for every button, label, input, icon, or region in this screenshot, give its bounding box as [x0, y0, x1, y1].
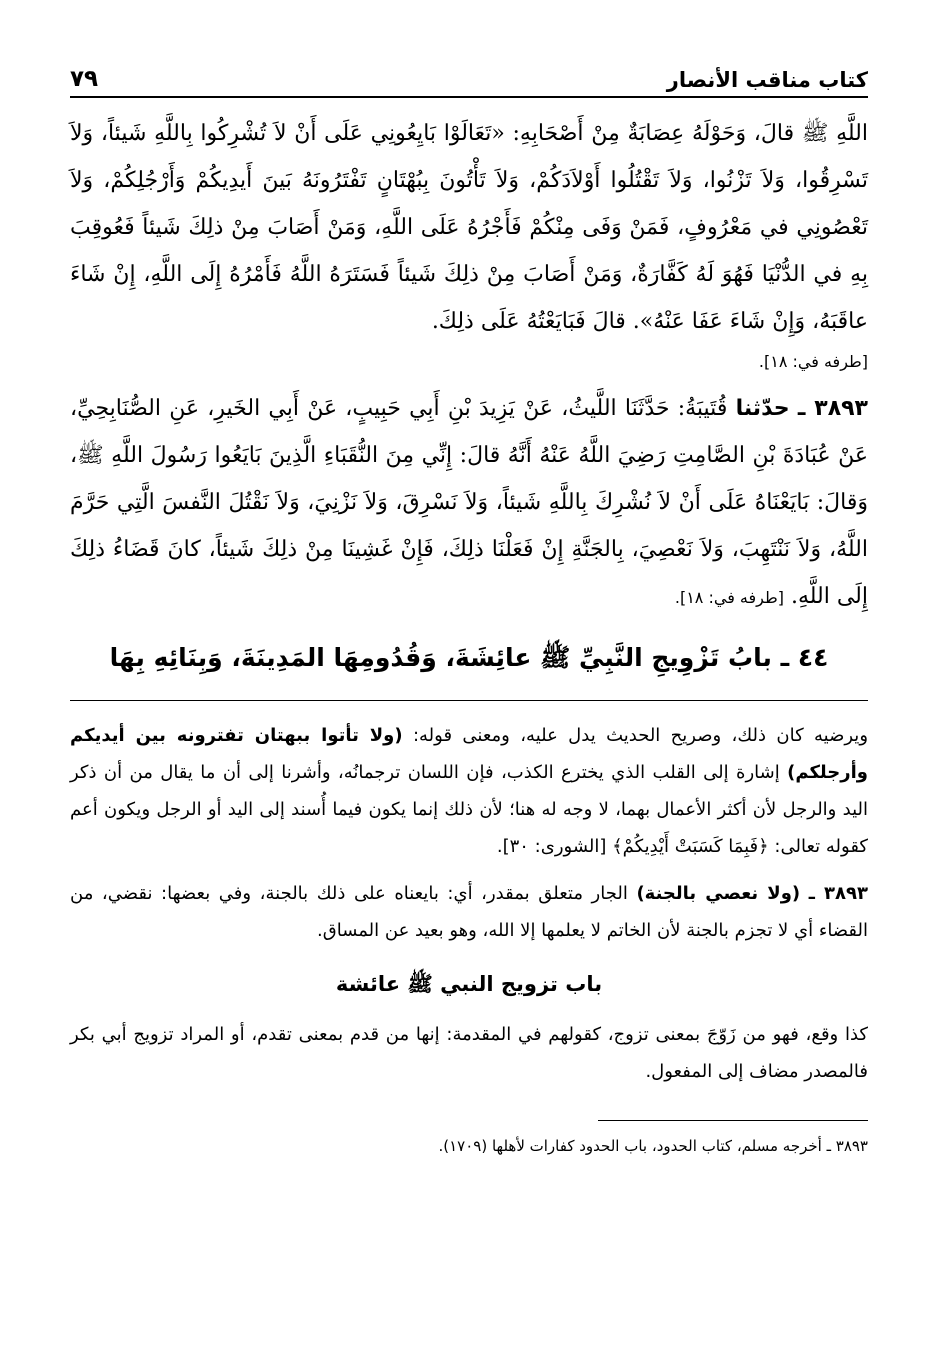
commentary-1-part1: ويرضيه كان ذلك، وصريح الحديث يدل عليه، ومعنى قوله: [402, 725, 869, 746]
commentary-paragraph-2 [70, 875, 868, 949]
commentary-1-part2: إشارة إلى القلب الذي يخترع الكذب، فإن اللسان ترجمانُه، وأشرنا إلى أن ما يقال من أن ذكر اليد والرجل لأن أكثر الأعمال بهما، لا وجه له هنا؛ لأن ذلك إنما يكون فيما أُسند إلى اليد أو الرجل ويكون أعم كقوله تعالى: ﴿فَبِمَا كَسَبَتْ أَيْدِيكُمْ﴾ [70, 762, 868, 857]
footnote-rule [598, 1120, 868, 1121]
sub-chapter-title: باب تزويج النبي ﷺ عائشة [335, 972, 603, 996]
commentary-1-quote: (ولا تأتوا ببهتان تفترونه بين أيديكم وأرجلكم) [70, 725, 868, 783]
footnote: ٣٨٩٣ ـ أخرجه مسلم، كتاب الحدود، باب الحدود كفارات لأهلها (١٧٠٩). [438, 1137, 868, 1155]
commentary-2-quote: (ولا نعصي بالجنة) [636, 883, 801, 904]
page-number: ٧٩ [70, 66, 99, 92]
header-rule [70, 96, 868, 98]
hadith-narration-intro: حدّثنا [735, 396, 790, 421]
running-head-title: كتاب مناقب الأنصار [666, 68, 868, 92]
hadith-3893 [70, 385, 868, 620]
hadith-3893-text: قُتَيبَةُ: حَدَّثَنَا اللَّيثُ، عَنْ يَزِيدَ بْنِ أَبِي حَبِيبٍ، عَنْ أَبِي الخَيرِ، عَنِ الصُّنَابِحِيِّ، عَنْ عُبَادَةَ بْنِ الصَّامِتِ رَضِيَ اللَّهُ عَنْهُ أَنَّهُ قالَ: إِنِّي مِنَ النُّقَبَاءِ الَّذِينَ بَايَعُوا رَسُولَ اللَّهِ ﷺ، وَقالَ: بَايَعْنَاهُ عَلَى أَنْ لاَ نُشْرِكَ بِاللَّهِ شَيئاً، وَلاَ نَسْرِقَ، وَلاَ نَزْنِيَ، وَلاَ نَقْتُلَ النَّفسَ الَّتِي حَرَّمَ اللَّهُ، وَلاَ نَنْتَهِبَ، وَلاَ نَعْصِيَ، بِالجَنَّةِ إِنْ فَعَلْنَا ذلِكَ، فَإِنْ غَشِينَا مِنْ ذلِكَ شَيئاً، كانَ قَضَاءُ ذلِكَ إِلَى اللَّهِ. [70, 396, 868, 609]
commentary-separator [70, 700, 868, 701]
commentary-1-reference: [الشورى: ٣٠]. [496, 836, 607, 857]
hadith-continuation-reference: [طرفه في: ١٨]. [758, 352, 868, 371]
commentary-3-text: كذا وقع، فهو من زَوّجَ بمعنى تزوج، كقولهم في المقدمة: إنها من قدم بمعنى تقدم، أو المراد تزويج أبي بكر فالمصدر مضاف إلى المفعول. [70, 1024, 868, 1082]
hadith-continuation [70, 110, 868, 345]
page-header [70, 50, 868, 92]
commentary-paragraph-1 [70, 717, 868, 865]
commentary-2-number: ٣٨٩٣ ـ [808, 883, 868, 904]
hadith-3893-reference: [طرفه في: ١٨]. [674, 588, 784, 607]
commentary-2-text: الجار متعلق بمقدر، أي: بايعناه على ذلك بالجنة، وفي بعضها: نقضي، من القضاء أي لا تجزم بالجنة لأن الخاتم لا يعلمها إلا الله، وهو بعيد عن المساق. [70, 883, 868, 941]
chapter-title: ٤٤ ـ بابُ تَزْوِيجِ النَّبِيِّ ﷺ عائِشَةَ، وَقُدُومِهَا المَدِينَةَ، وَبِنَائِهِ بِهَا [109, 643, 829, 672]
commentary-paragraph-3 [70, 1016, 868, 1090]
book-page [70, 50, 868, 1159]
hadith-continuation-text: اللَّهِ ﷺ قالَ، وَحَوْلَهُ عِصَابَةٌ مِنْ أَصْحَابِهِ: «تَعَالَوْا بَايِعُونِي عَلَى أَنْ لاَ تُشْرِكُوا بِاللَّهِ شَيئاً، وَلاَ تَسْرِقُوا، وَلاَ تَزْنُوا، وَلاَ تَقْتُلُوا أَوْلاَدَكُمْ، وَلاَ تَأْتُونَ بِبُهْتَانٍ تَفْتَرُونَهُ بَينَ أَيدِيكُمْ وَأَرْجُلِكُمْ، وَلاَ تَعْصُونِي في مَعْرُوفٍ، فَمَنْ وَفَى مِنْكُمْ فَأَجْرُهُ عَلَى اللَّهِ، وَمَنْ أَصَابَ مِنْ ذلِكَ شَيئاً فَعُوقِبَ بِهِ في الدُّنْيَا فَهُوَ لَهُ كَفَّارَةٌ، وَمَنْ أَصَابَ مِنْ ذلِكَ شَيئاً فَسَتَرَهُ اللَّهُ فَأَمْرُهُ إِلَى اللَّهِ، إِنْ شَاءَ عاقَبَهُ، وَإِنْ شَاءَ عَفَا عَنْهُ». قالَ فَبَايَعْتُهُ عَلَى ذلِكَ. [70, 121, 868, 334]
hadith-number: ٣٨٩٣ ـ [797, 396, 868, 421]
